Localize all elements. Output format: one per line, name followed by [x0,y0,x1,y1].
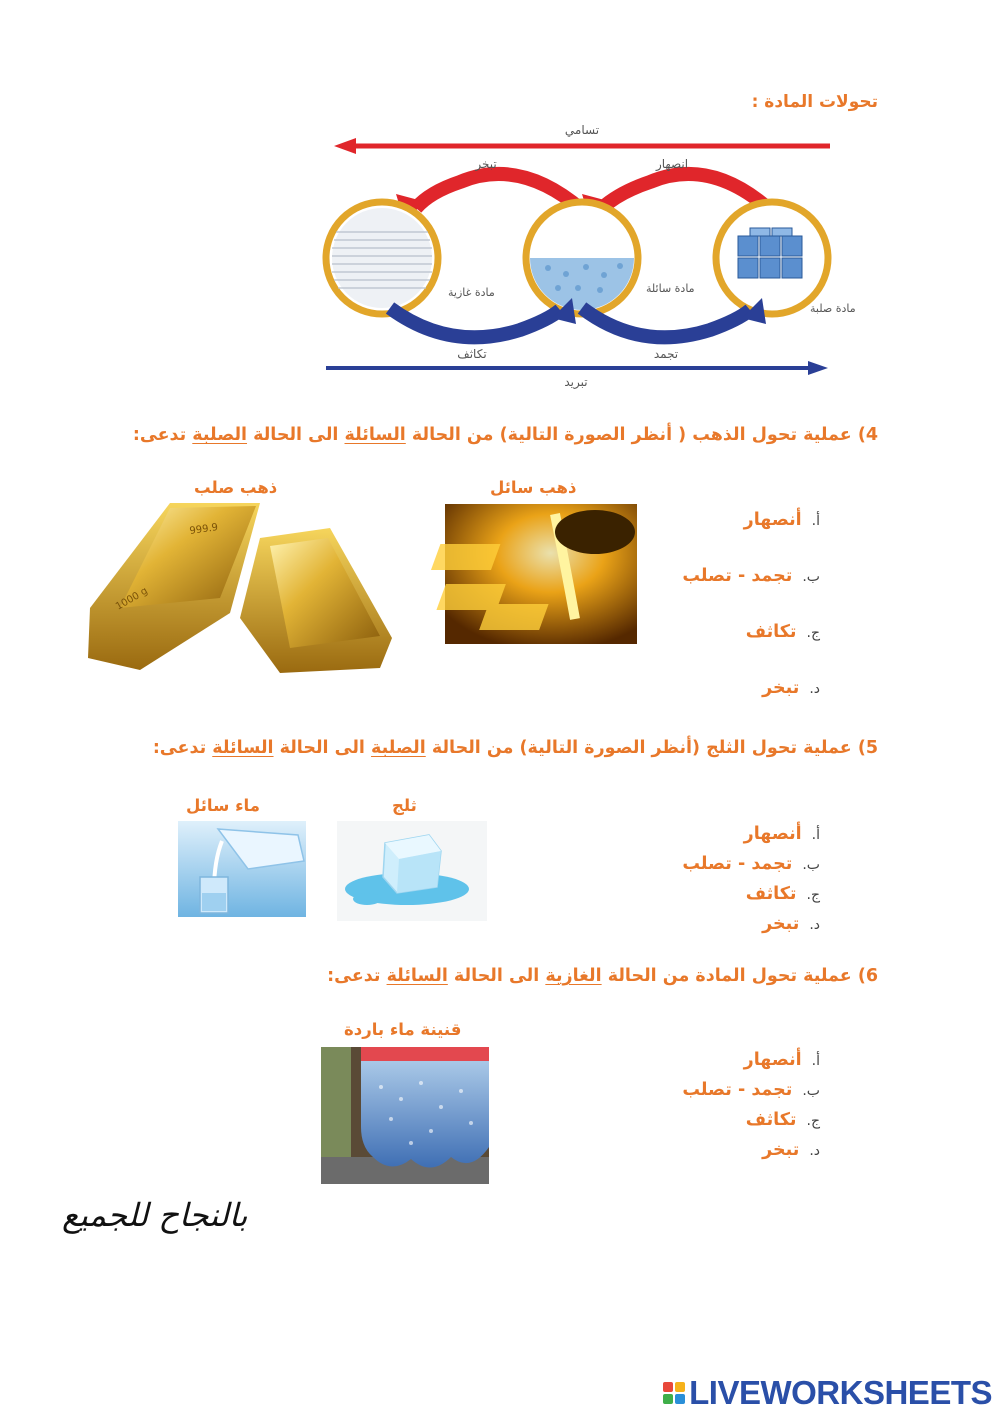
caption-cold-bottle: قنينة ماء باردة [344,1020,462,1039]
ice-cube-image [337,821,487,921]
cooling-label: تبريد [564,375,588,389]
solid-state-label: مادة صلبة [810,302,856,315]
q5-option-b[interactable]: ب. تجمد - تصلب [682,854,820,874]
condensation-curve [390,308,560,337]
q5-option-a[interactable]: أ. أنصهار [743,824,820,844]
page-title: تحولات المادة : [751,92,878,112]
logo-blocks-icon [663,1382,685,1404]
freezing-curve [582,308,750,337]
question-4: 4) عملية تحول الذهب ( أنظر الصورة التالية) من الحالة السائلة الى الحالة الصلبة تدعى: [132,425,878,445]
condensation-label: تكاثف [457,347,487,361]
solid-gold-image [80,498,395,673]
bar-stamp-1: 999.9 [188,522,219,537]
q5-option-d[interactable]: د. تبخر [762,914,820,934]
melting-label: انصهار [655,157,689,171]
q6-option-d[interactable]: د. تبخر [762,1140,820,1160]
water-pour-image [178,821,306,917]
brand-text: LIVEWORKSHEETS [689,1374,992,1411]
q4-option-b[interactable]: ب. تجمد - تصلب [682,566,820,586]
question-6: 6) عملية تحول المادة من الحالة الغازية الى الحالة السائلة تدعى: [327,966,878,986]
q6-option-c[interactable]: ج. تكاثف [745,1110,820,1130]
caption-ice: ثلج [392,796,417,815]
q5-option-c[interactable]: ج. تكاثف [745,884,820,904]
liquid-state-label: مادة سائلة [646,282,695,295]
caption-liquid-gold: ذهب سائل [490,478,577,497]
freezing-label: تجمد [653,347,679,361]
cold-bottle-image [321,1047,489,1184]
question-5: 5) عملية تحول الثلج (أنظر الصورة التالية) من الحالة الصلبة الى الحالة السائلة تدعى: [152,738,878,758]
evaporation-label: تبخر [475,157,497,171]
q6-option-b[interactable]: ب. تجمد - تصلب [682,1080,820,1100]
q4-option-d[interactable]: د. تبخر [762,678,820,698]
q6-option-a[interactable]: أ. أنصهار [743,1050,820,1070]
caption-solid-gold: ذهب صلب [194,478,278,497]
liquid-gold-image [445,504,637,644]
q4-option-c[interactable]: ج. تكاثف [745,622,820,642]
liveworksheets-logo [663,1374,992,1412]
bar-stamp-2: 1000 g [114,585,150,613]
sublimation-label: تسامي [564,123,600,137]
melting-curve [602,174,770,210]
gas-state-label: مادة غازية [448,286,495,299]
q4-option-a[interactable]: أ. أنصهار [743,510,820,530]
closing-message: بالنجاح للجميع [62,1196,248,1234]
states-of-matter-diagram [320,112,856,394]
caption-liquid-water: ماء سائل [186,796,260,815]
